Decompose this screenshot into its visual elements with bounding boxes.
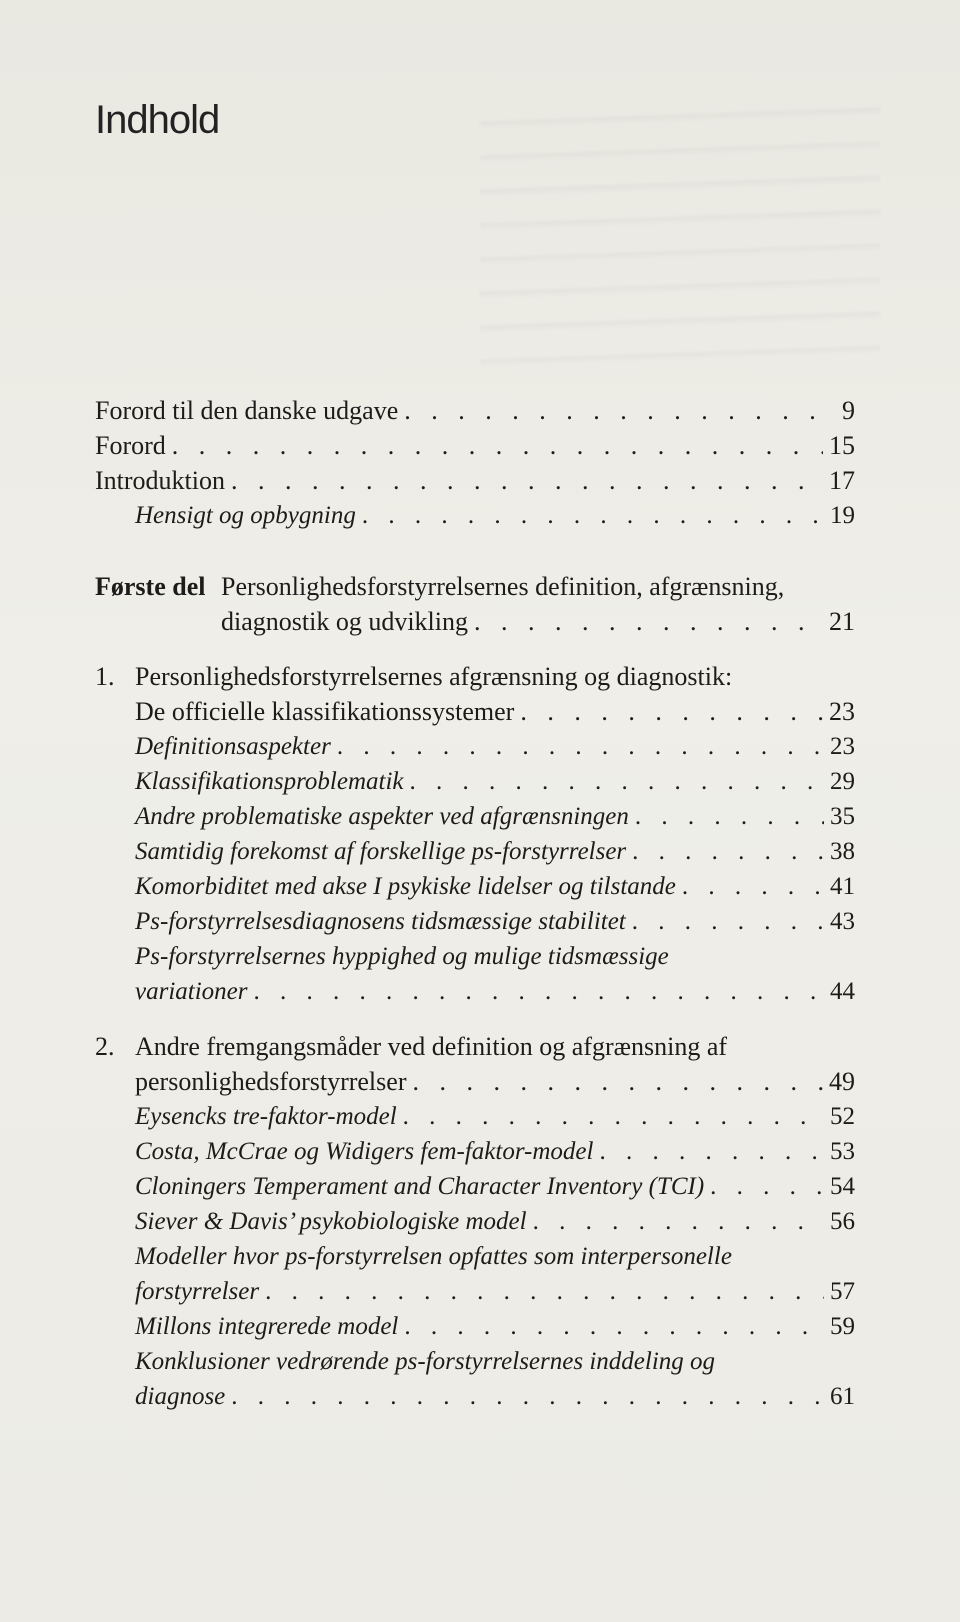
table-of-contents (95, 393, 855, 1414)
chapter-number: 2. (95, 1032, 115, 1061)
toc-subentry: Siever & Davis’ psykobiologiske model . . . 56 (95, 1204, 855, 1239)
page-title: Indhold (95, 98, 220, 142)
chapter-number: 1. (95, 662, 115, 691)
toc-subentry: Klassifikationsproblematik . . . 29 (95, 764, 855, 799)
toc-entry: Forord . . . 15 (95, 428, 855, 463)
part-heading-continuation: diagnostik og udvikling . . . 21 (95, 604, 855, 639)
toc-subentry: Ps-forstyrrelsernes hyppighed og mulige tidsmæssige (135, 943, 669, 970)
toc-subentry-continuation: forstyrrelser . . . 57 (95, 1274, 855, 1309)
toc-subentry: Andre problematiske aspekter ved afgrænsningen . . . 35 (95, 799, 855, 834)
chapter-heading: 1. Personlighedsforstyrrelsernes afgrænsning og diagnostik: (95, 659, 855, 694)
chapter-heading-continuation: personlighedsforstyrrelser . . . 49 (95, 1064, 855, 1099)
toc-subentry: Cloningers Temperament and Character Inventory (TCI) . . . 54 (95, 1169, 855, 1204)
toc-subentry: Ps-forstyrrelsesdiagnosens tidsmæssige stabilitet . . . 43 (95, 904, 855, 939)
toc-subentry: Costa, McCrae og Widigers fem-faktor-model . . . 53 (95, 1134, 855, 1169)
toc-subentry: Komorbiditet med akse I psykiske lidelser og tilstande . . . 41 (95, 869, 855, 904)
toc-subentry: Samtidig forekomst af forskellige ps-forstyrrelser . . . 38 (95, 834, 855, 869)
toc-subentry: Eysencks tre-faktor-model . . . 52 (95, 1099, 855, 1134)
toc-entry: Introduktion . . . 17 (95, 463, 855, 498)
chapter-heading-continuation: De officielle klassifikationssystemer . . . 23 (95, 694, 855, 729)
toc-entry: Forord til den danske udgave . . . 9 (95, 393, 855, 428)
toc-subentry: Hensigt og opbygning . . . 19 (95, 498, 855, 533)
toc-subentry-continuation: diagnose . . . 61 (95, 1379, 855, 1414)
part-label: Første del (95, 572, 206, 601)
chapter-heading: 2. Andre fremgangsmåder ved definition og afgrænsning af (95, 1029, 855, 1064)
part-heading: Første del Personlighedsforstyrrelsernes definition, afgrænsning, (95, 569, 855, 604)
toc-subentry: Definitionsaspekter . . . 23 (95, 729, 855, 764)
toc-subentry-continuation: variationer . . . 44 (95, 974, 855, 1009)
toc-subentry: Millons integrerede model . . . 59 (95, 1309, 855, 1344)
toc-subentry: Konklusioner vedrørende ps-forstyrrelsernes inddeling og (135, 1348, 716, 1375)
toc-subentry: Modeller hvor ps-forstyrrelsen opfattes som interpersonelle (135, 1243, 732, 1270)
show-through-text (480, 95, 880, 365)
